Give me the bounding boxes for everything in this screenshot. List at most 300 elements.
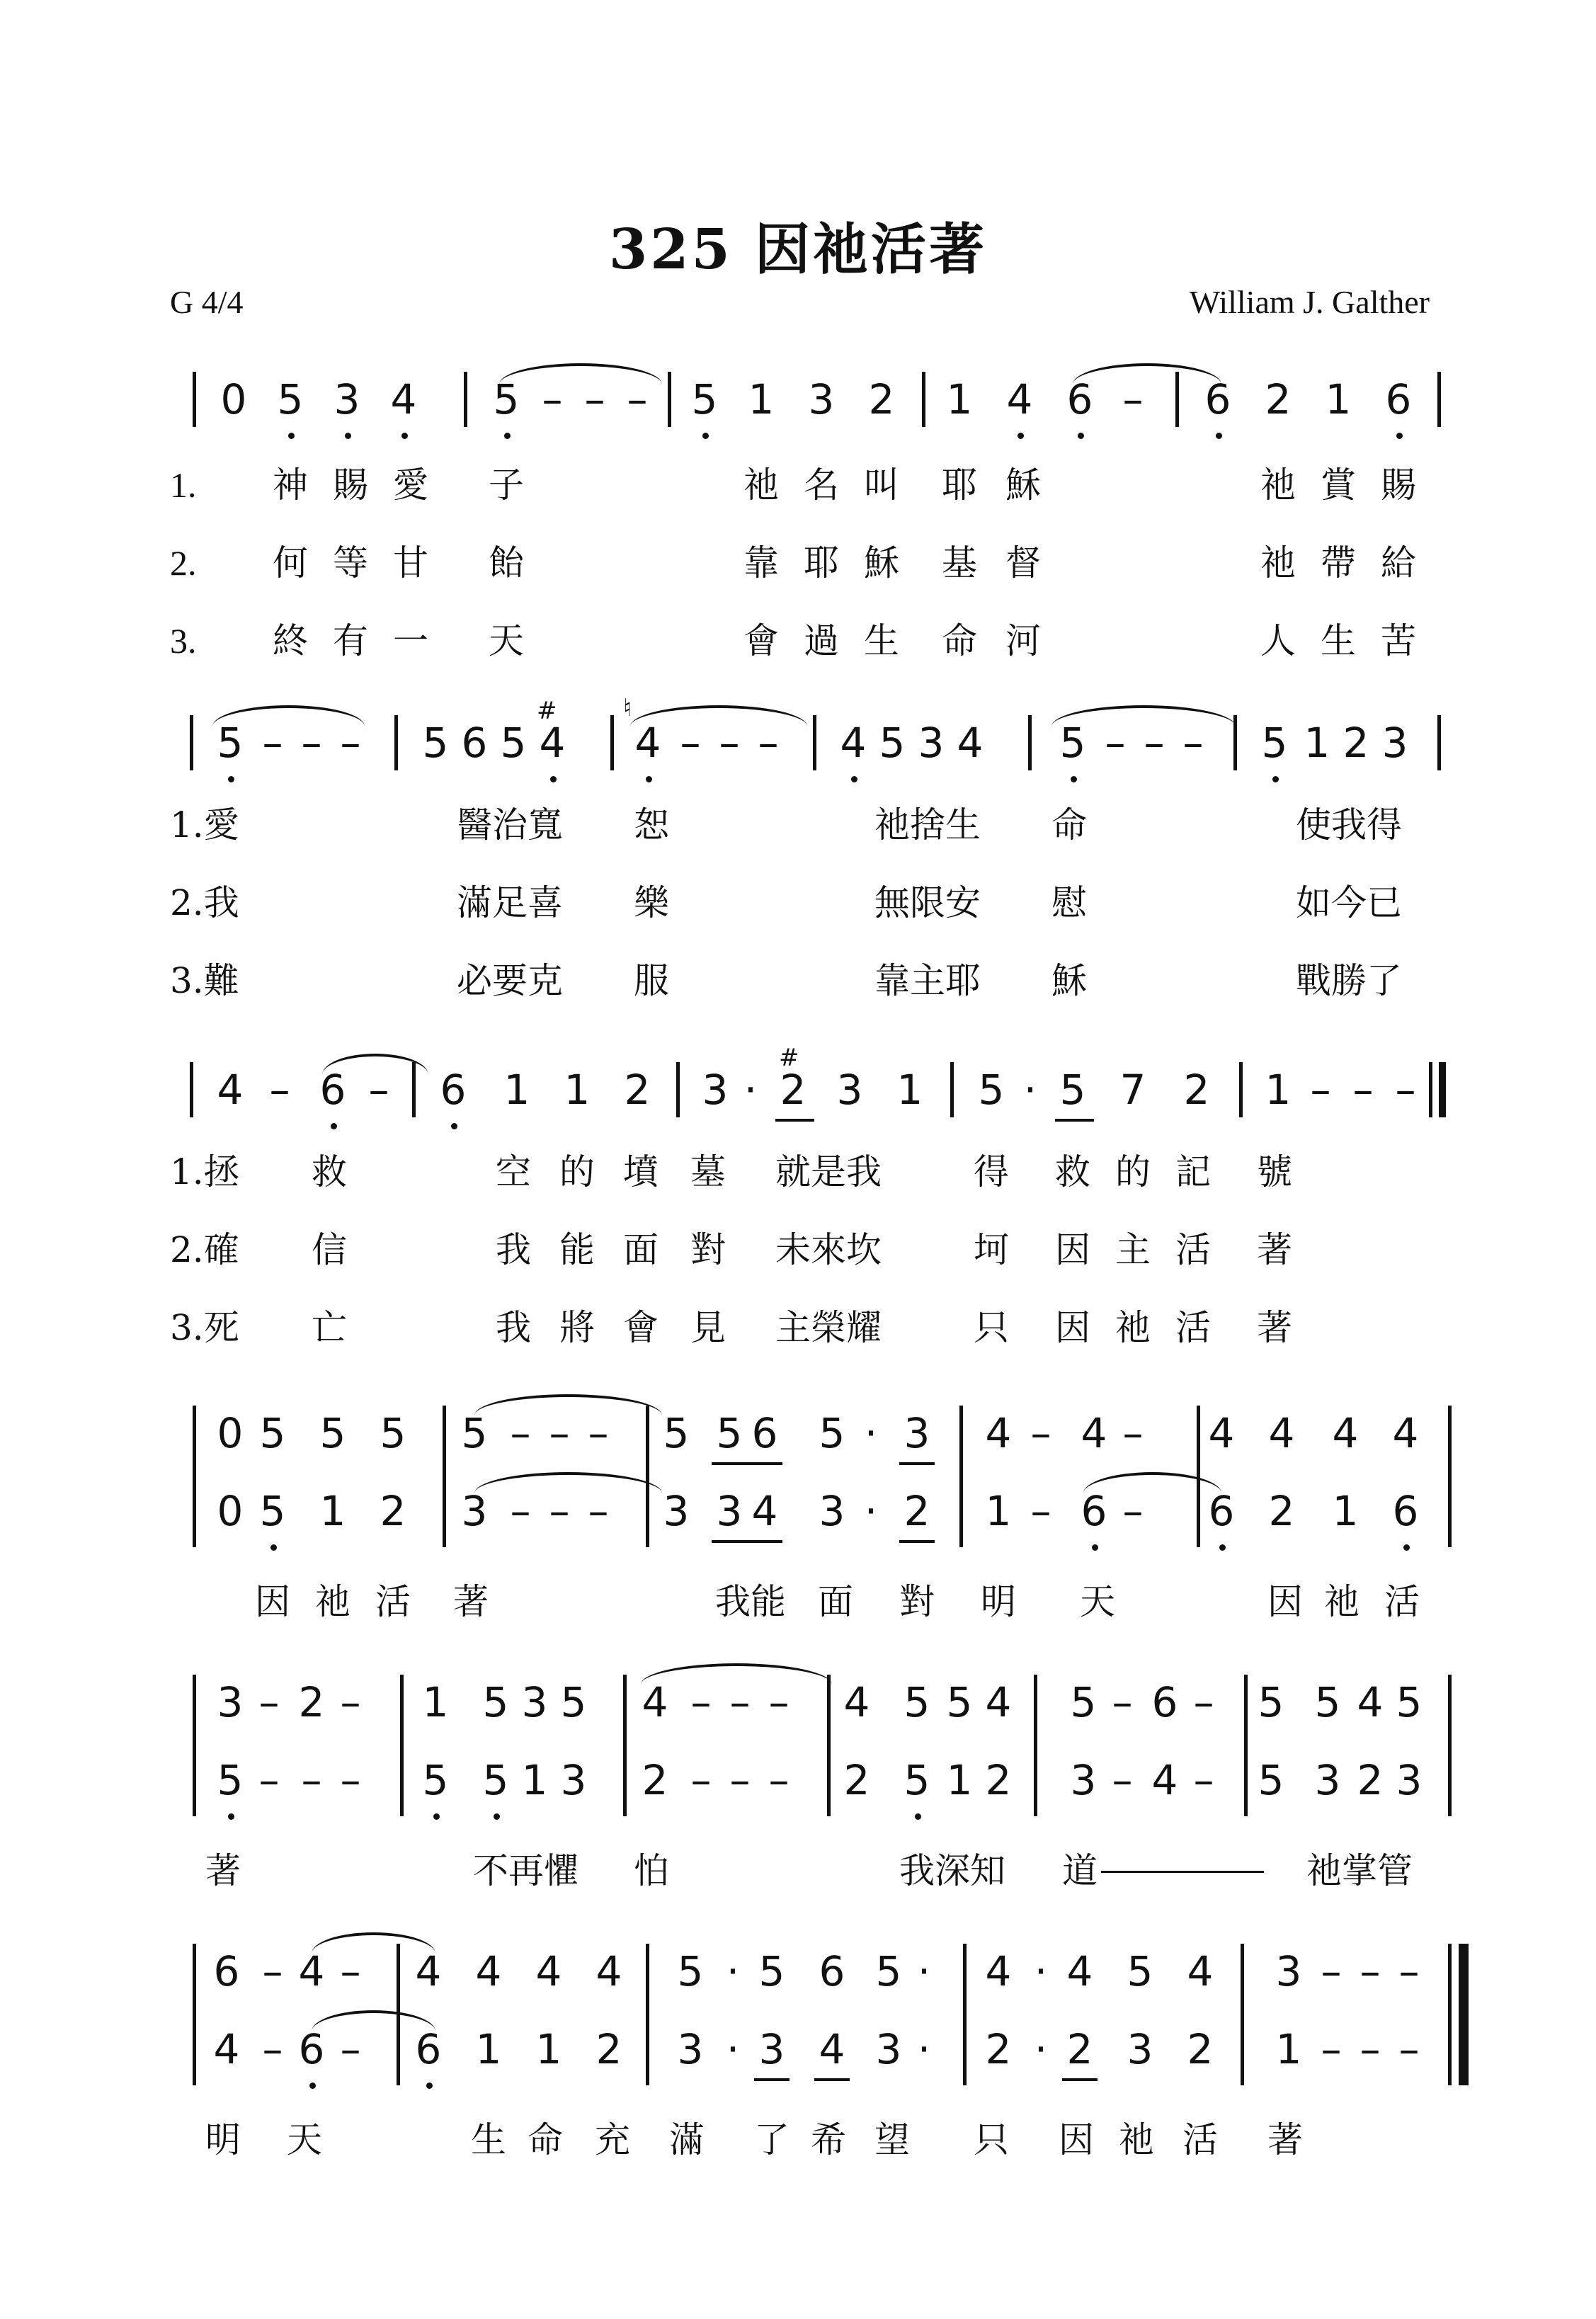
- note: 2: [380, 1487, 406, 1535]
- lyric: 生: [864, 620, 899, 661]
- lyric: 有: [333, 620, 368, 661]
- lyric: 我: [496, 1307, 531, 1348]
- underline: [754, 2078, 790, 2081]
- system-6-lower-staff: [0, 2022, 1596, 2078]
- note: 5: [319, 1409, 346, 1457]
- note: 4: [998, 372, 1041, 427]
- lyric: 記: [1175, 1151, 1211, 1192]
- lyric: 祂: [1260, 542, 1296, 583]
- lyric: 著: [205, 1850, 241, 1891]
- note: –: [1398, 2025, 1420, 2073]
- note: 4: [957, 719, 984, 767]
- note: –: [340, 1756, 361, 1804]
- lyric: 活: [1175, 1229, 1211, 1270]
- lyric: 會: [623, 1307, 659, 1348]
- note: 2: [1343, 719, 1369, 767]
- barline: [676, 1062, 680, 1117]
- note: 6: [819, 1947, 845, 1995]
- note: ·: [864, 1487, 878, 1535]
- lyric: 命: [942, 620, 977, 661]
- note: 6: [213, 1947, 240, 1995]
- note: 5: [758, 1947, 785, 1995]
- lyric: 活: [375, 1581, 411, 1622]
- note: 4: [213, 2025, 240, 2073]
- lyric: 慰: [1051, 882, 1087, 923]
- note: –: [758, 719, 779, 767]
- note: 1: [946, 1756, 973, 1804]
- lyric: 飴: [489, 542, 524, 583]
- lyric: 督: [1005, 542, 1041, 583]
- note: 4: [415, 1947, 442, 1995]
- lyric: 面: [818, 1581, 853, 1622]
- natural-accidental: ♮: [623, 694, 632, 722]
- note: 1: [521, 1756, 548, 1804]
- lyric: 天: [1080, 1581, 1115, 1622]
- lyric: 不再懼: [473, 1850, 579, 1891]
- key-signature: G 4/4: [170, 284, 244, 320]
- note: –: [340, 1678, 361, 1726]
- note: 5: [946, 1678, 973, 1726]
- note: 3: [1275, 1947, 1302, 1995]
- note: 4: [1392, 1409, 1419, 1457]
- note: 6: [751, 1409, 778, 1457]
- note: 6: [1377, 372, 1420, 427]
- lyric: 名: [804, 465, 839, 506]
- note: 4: [1268, 1409, 1295, 1457]
- note: 4: [382, 372, 425, 427]
- lyric: 號: [1257, 1151, 1292, 1192]
- note: 5: [209, 715, 251, 770]
- note: –: [690, 1756, 712, 1804]
- note: 5: [414, 1753, 457, 1808]
- lyric: 3.死: [170, 1307, 239, 1348]
- note: 6: [1197, 372, 1239, 427]
- note: 4: [627, 715, 669, 770]
- lyric: 墓: [690, 1151, 726, 1192]
- underline: [814, 2078, 850, 2081]
- note: 6: [1384, 1483, 1427, 1539]
- lyric: 賞: [1321, 465, 1356, 506]
- lyric: 見: [690, 1307, 726, 1348]
- note: 6: [461, 719, 488, 767]
- note: 2: [595, 2025, 622, 2073]
- system-4-lower-staff: [0, 1483, 1596, 1540]
- barline: [922, 372, 925, 427]
- note: 5: [819, 1409, 845, 1457]
- lyric: 空: [496, 1151, 531, 1192]
- note: 1: [1332, 1487, 1359, 1535]
- note: –: [340, 2025, 361, 2073]
- note: 2: [780, 1066, 806, 1114]
- note: 4: [217, 1066, 244, 1114]
- note: 1: [475, 2025, 502, 2073]
- lyric: 帶: [1321, 542, 1356, 583]
- note: 5: [896, 1753, 938, 1808]
- lyric: 因: [255, 1581, 290, 1622]
- lyric: 得: [974, 1151, 1009, 1192]
- note: –: [340, 719, 361, 767]
- lyric: 的: [1115, 1151, 1151, 1192]
- note: 5: [904, 1678, 930, 1726]
- note: –: [340, 1947, 361, 1995]
- note: –: [1144, 719, 1165, 767]
- lyric: 祂: [1119, 2119, 1154, 2160]
- note: –: [1193, 1756, 1214, 1804]
- note: 5: [1258, 1678, 1284, 1726]
- note: –: [1360, 2025, 1381, 2073]
- note: ·: [917, 1947, 931, 1995]
- note: –: [1182, 719, 1204, 767]
- lyric: 因: [1055, 1307, 1090, 1348]
- note: 4: [1208, 1409, 1235, 1457]
- note: –: [1122, 375, 1144, 423]
- note: –: [1030, 1409, 1051, 1457]
- final-barline: [1429, 1062, 1432, 1117]
- note: 5: [380, 1409, 406, 1457]
- note: –: [1395, 1066, 1416, 1114]
- note: 5: [1314, 1678, 1341, 1726]
- lyric: 命: [528, 2119, 563, 2160]
- note: 3: [702, 1066, 729, 1114]
- lyric: 1.愛: [170, 804, 239, 845]
- note: –: [258, 1756, 280, 1804]
- note: 1: [896, 1066, 923, 1114]
- note: 4: [1187, 1947, 1214, 1995]
- note: –: [1321, 1947, 1342, 1995]
- note: 6: [1200, 1483, 1243, 1539]
- note: 2: [985, 2025, 1012, 2073]
- note: 3: [1381, 719, 1408, 767]
- lyric: 墳: [623, 1151, 659, 1192]
- note: 5: [251, 1483, 294, 1539]
- note: –: [269, 1066, 290, 1114]
- note: –: [729, 1756, 751, 1804]
- note: ·: [917, 2025, 931, 2073]
- lyric: 我能: [715, 1581, 786, 1622]
- lyric: 耶: [942, 465, 977, 506]
- note: 0: [217, 1409, 244, 1457]
- note: 5: [1396, 1678, 1423, 1726]
- note: 1: [535, 2025, 562, 2073]
- lyric: 怕: [634, 1850, 669, 1891]
- note: –: [262, 2025, 283, 2073]
- note: 3: [461, 1487, 488, 1535]
- note: –: [1352, 1066, 1374, 1114]
- lyric: 醫治寬: [457, 804, 563, 845]
- lyric: 救: [312, 1151, 347, 1192]
- barline: [1437, 372, 1441, 427]
- note: 4: [595, 1947, 622, 1995]
- note: 3: [918, 719, 945, 767]
- lyric: 樂: [634, 882, 669, 923]
- note: 1: [1304, 719, 1330, 767]
- lyric: 只: [974, 2119, 1009, 2160]
- lyric: 信: [312, 1229, 347, 1270]
- verse-number: 1.: [170, 465, 197, 505]
- note: –: [768, 1756, 790, 1804]
- lyric: 河: [1005, 620, 1041, 661]
- lyric: 活: [1384, 1581, 1420, 1622]
- system-4-upper-staff: [0, 1406, 1596, 1462]
- note: 6: [290, 2022, 333, 2077]
- note: 3: [1127, 2025, 1153, 2073]
- note: 5: [259, 1409, 286, 1457]
- note: 3: [758, 2025, 785, 2073]
- lyric: 面: [623, 1229, 659, 1270]
- barline: [813, 715, 816, 770]
- barline: [190, 1062, 193, 1117]
- lyric: 2.確: [170, 1229, 239, 1270]
- lyric: 基: [942, 542, 977, 583]
- note: –: [680, 719, 701, 767]
- lyric: 道: [1062, 1850, 1098, 1891]
- lyric: 祂: [1115, 1307, 1151, 1348]
- note: 4: [1081, 1409, 1107, 1457]
- lyric: 終: [273, 620, 308, 661]
- note: 2: [642, 1756, 668, 1804]
- note: –: [690, 1678, 712, 1726]
- lyric: 我深知: [899, 1850, 1005, 1891]
- note: 3: [836, 1066, 863, 1114]
- note: 4: [985, 1678, 1012, 1726]
- note: 1: [985, 1487, 1012, 1535]
- lyric: 我: [496, 1229, 531, 1270]
- note: –: [1310, 1066, 1331, 1114]
- final-barline: [1439, 1062, 1446, 1117]
- barline: [1437, 715, 1441, 770]
- lyric: 明: [981, 1581, 1016, 1622]
- lyric: 祂: [315, 1581, 350, 1622]
- note: –: [542, 375, 563, 423]
- lyric: 天: [287, 2119, 322, 2160]
- note: 5: [1127, 1947, 1153, 1995]
- note: 2: [1268, 1487, 1295, 1535]
- note: 1: [422, 1678, 449, 1726]
- note: 5: [875, 1947, 902, 1995]
- lyric: 祂: [1324, 1581, 1360, 1622]
- note: 4: [1332, 1409, 1359, 1457]
- note: 2: [843, 1756, 870, 1804]
- note: –: [1105, 719, 1126, 767]
- note: –: [262, 719, 283, 767]
- note: 3: [716, 1487, 743, 1535]
- note: 5: [1253, 715, 1296, 770]
- note: 2: [1265, 375, 1292, 423]
- note: 4: [832, 715, 874, 770]
- lyric: 2.我: [170, 882, 239, 923]
- lyric: 給: [1381, 542, 1416, 583]
- lyric: 無限安: [874, 882, 981, 923]
- lyric: 如今已: [1296, 882, 1402, 923]
- lyric: 著: [1257, 1229, 1292, 1270]
- note: 5: [716, 1409, 743, 1457]
- lyric: 天: [489, 620, 524, 661]
- note: –: [729, 1678, 751, 1726]
- note: ·: [864, 1409, 878, 1457]
- note: 0: [220, 375, 247, 423]
- lyric: 因: [1055, 1229, 1090, 1270]
- lyric: 能: [559, 1229, 595, 1270]
- note: 1: [1265, 1066, 1292, 1114]
- note: ·: [1023, 1066, 1037, 1114]
- note: 2: [624, 1066, 651, 1114]
- lyric: 未來坎: [775, 1229, 882, 1270]
- lyric: 服: [634, 960, 669, 1001]
- note: –: [627, 375, 648, 423]
- barline: [610, 715, 614, 770]
- lyric: 1.拯: [170, 1151, 239, 1192]
- note: ·: [726, 2025, 740, 2073]
- barline: [1233, 715, 1237, 770]
- barline: [394, 715, 398, 770]
- note: 3: [904, 1409, 930, 1457]
- note: –: [588, 1487, 609, 1535]
- lyric: 賜: [333, 465, 368, 506]
- note: 5: [269, 372, 312, 427]
- note: 5: [879, 719, 906, 767]
- note: 2: [1187, 2025, 1214, 2073]
- verse-number: 3.: [170, 621, 197, 661]
- sharp-accidental: #: [779, 1044, 799, 1072]
- underline: [899, 1462, 935, 1465]
- note: 6: [1059, 372, 1101, 427]
- lyric: 苦: [1381, 620, 1416, 661]
- barline: [1239, 1062, 1243, 1117]
- note: 6: [407, 2022, 450, 2077]
- lyric: 將: [559, 1307, 595, 1348]
- lyric: 甘: [393, 542, 428, 583]
- note: 5: [485, 372, 528, 427]
- lyric: 生: [471, 2119, 506, 2160]
- lyric: 望: [874, 2119, 910, 2160]
- note: 4: [642, 1678, 668, 1726]
- lyric: 愛: [393, 465, 428, 506]
- note: 5: [1070, 1678, 1097, 1726]
- note: 2: [1357, 1756, 1384, 1804]
- note: 1: [1275, 2025, 1302, 2073]
- lyric: 過: [804, 620, 839, 661]
- lyric: 充: [595, 2119, 630, 2160]
- note: 4: [298, 1947, 325, 1995]
- lyric: 祂: [743, 465, 779, 506]
- note: –: [1112, 1756, 1133, 1804]
- note: 1: [1325, 375, 1352, 423]
- lyric: 的: [559, 1151, 595, 1192]
- hymn-title: 325 因祂活著: [609, 217, 987, 282]
- lyric: 著: [1257, 1307, 1292, 1348]
- note: 7: [1119, 1066, 1146, 1114]
- note: 3: [326, 372, 368, 427]
- underline: [712, 1462, 782, 1465]
- lyric: 等: [333, 542, 368, 583]
- tie: [322, 1054, 428, 1075]
- lyric: 就是我: [775, 1151, 882, 1192]
- barline: [464, 372, 467, 427]
- note: 4: [819, 2025, 845, 2073]
- note: 1: [319, 1487, 346, 1535]
- lyric: 戰勝了: [1296, 960, 1402, 1001]
- note: 1: [503, 1066, 530, 1114]
- note: 3: [677, 2025, 704, 2073]
- lyric: 了: [754, 2119, 790, 2160]
- note: 3: [875, 2025, 902, 2073]
- note: 4: [843, 1678, 870, 1726]
- note: 2: [1183, 1066, 1210, 1114]
- note: –: [262, 1947, 283, 1995]
- note: –: [549, 1487, 570, 1535]
- note: 1: [748, 375, 775, 423]
- note: 2: [868, 375, 895, 423]
- note: –: [719, 719, 740, 767]
- lyric: 何: [273, 542, 308, 583]
- note: 5: [209, 1753, 251, 1808]
- note: 5: [1051, 715, 1094, 770]
- note: 3: [808, 375, 835, 423]
- note: 2: [985, 1756, 1012, 1804]
- melisma-line: [1101, 1871, 1264, 1873]
- lyric: 祂掌管: [1306, 1850, 1413, 1891]
- note: 4: [1066, 1947, 1093, 1995]
- note: –: [1122, 1409, 1144, 1457]
- lyric: 必要克: [457, 960, 563, 1001]
- lyric: 主: [1115, 1229, 1151, 1270]
- note: 1: [946, 375, 973, 423]
- note: –: [1030, 1487, 1051, 1535]
- note: 5: [422, 719, 449, 767]
- note: 2: [298, 1678, 325, 1726]
- note: 5: [474, 1753, 517, 1808]
- note: 5: [1258, 1756, 1284, 1804]
- tie: [499, 363, 662, 384]
- note: 6: [432, 1062, 474, 1117]
- lyric: 希: [811, 2119, 846, 2160]
- note: 3: [1396, 1756, 1423, 1804]
- note: –: [301, 719, 322, 767]
- note: 6: [312, 1062, 354, 1117]
- note: ·: [1034, 2025, 1048, 2073]
- lyric: 靠主耶: [874, 960, 981, 1001]
- lyric: 只: [974, 1307, 1009, 1348]
- composer: William J. Galther: [1189, 284, 1430, 320]
- lyric: 亡: [312, 1307, 347, 1348]
- lyric: 滿足喜: [457, 882, 563, 923]
- lyric: 一: [393, 620, 428, 661]
- note: 5: [1059, 1066, 1086, 1114]
- note: ·: [726, 1947, 740, 1995]
- note: 5: [560, 1678, 587, 1726]
- lyric: 坷: [974, 1229, 1009, 1270]
- lyric: 著: [453, 1581, 489, 1622]
- lyric: 祂: [1260, 465, 1296, 506]
- note: –: [1360, 1947, 1381, 1995]
- note: 5: [663, 1409, 690, 1457]
- lyric: 活: [1175, 1307, 1211, 1348]
- note: 4: [475, 1947, 502, 1995]
- note: 3: [1070, 1756, 1097, 1804]
- barline: [1028, 715, 1032, 770]
- lyric: 3.難: [170, 960, 239, 1001]
- lyric: 對: [899, 1581, 935, 1622]
- lyric: 滿: [669, 2119, 705, 2160]
- note: –: [368, 1066, 389, 1114]
- barline: [193, 372, 196, 427]
- note: –: [1112, 1678, 1133, 1726]
- note: 4: [751, 1487, 778, 1535]
- barline: [668, 372, 671, 427]
- lyric: 人: [1260, 620, 1296, 661]
- note: 2: [1066, 2025, 1093, 2073]
- note: 5: [978, 1066, 1005, 1114]
